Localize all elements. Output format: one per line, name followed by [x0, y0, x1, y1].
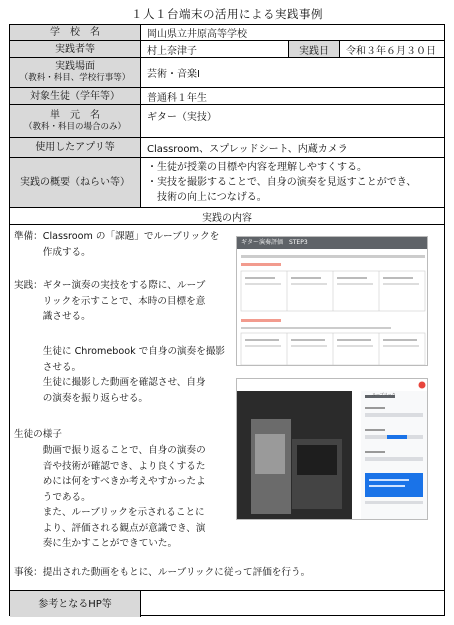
label-unit: [10, 105, 141, 137]
prep-text: [14, 229, 219, 260]
chromebook-line-2: させる。: [14, 361, 82, 373]
row-reference: [10, 591, 444, 617]
overview-line-3: 技術の向上につなげる。: [147, 192, 267, 203]
row-apps: [10, 138, 444, 158]
value-scene: 芸術・音楽Ⅰ: [147, 69, 200, 80]
value-overview: [147, 158, 416, 207]
practice-line-1: 実践：ギター演奏の実技をする際に、ルーブ: [14, 280, 206, 291]
label-overview: 実践の概要（ねらい等）: [10, 158, 141, 207]
row-scene: [10, 58, 444, 88]
row-unit: [10, 105, 444, 138]
students-line-7: 奏に生かすことができていた。: [14, 538, 178, 549]
value-school: 岡山県立井原高等学校: [147, 29, 247, 40]
label-scene: [10, 58, 141, 87]
chromebook-line-1: 生徒に Chromebook で自身の演奏を撮影: [14, 346, 226, 357]
students-text: [14, 443, 206, 552]
label-practitioner: 実践者等: [10, 41, 141, 57]
row-content-header: [10, 208, 444, 225]
value-reference: [141, 591, 147, 617]
students-line-4: うである。: [14, 491, 91, 503]
students-line-3: めには何をすべきか考えやすかったよ: [14, 476, 206, 487]
rubric-panel-title: ルーブリック: [372, 392, 396, 397]
rubric-screenshot: [236, 236, 428, 366]
row-target: [10, 88, 444, 105]
row-overview: [10, 158, 444, 208]
row-school: [10, 25, 444, 41]
rubric-title: ギター演奏評価 STEP3: [237, 237, 427, 249]
label-scene-sub: （教科・科目、学校行事等）: [19, 73, 131, 84]
row-practitioner: [10, 41, 444, 58]
value-practitioner: 村上奈津子: [147, 45, 197, 57]
value-date: 令和３年６月３０日: [346, 45, 436, 57]
value-apps: Classroom、スプレッドシート、内蔵カメラ: [147, 144, 348, 155]
label-unit-main: 単 元 名: [50, 109, 100, 121]
prep-line-2: 作成する。: [14, 246, 91, 258]
page-title: １人１台端末の活用による実践事例: [131, 7, 323, 21]
content-header: 実践の内容: [202, 212, 252, 224]
rubric-grid-image: [237, 249, 428, 366]
students-line-5: また、ルーブリックを示されることに: [14, 507, 205, 518]
value-unit: ギター（実技）: [147, 112, 217, 123]
video-review-image: [237, 379, 428, 520]
label-school: 学 校 名: [10, 25, 141, 40]
label-reference: 参考となるHP等: [10, 591, 141, 617]
students-heading: 生徒の様子: [14, 429, 62, 440]
label-unit-sub: （教科・科目の場合のみ）: [23, 121, 126, 132]
overview-line-2: ・実技を撮影することで、自身の演奏を見返すことができ、: [147, 177, 417, 188]
practice-line-2: リックを示すことで、本時の目標を意: [14, 295, 206, 307]
chromebook-line-4: の演奏を振り返らせる。: [14, 392, 149, 404]
practice-line-3: 識させる。: [14, 311, 91, 322]
value-target: 普通科１年生: [147, 92, 207, 104]
students-line-2: 音や技術が確認でき、より良くするた: [14, 460, 206, 472]
overview-line-1: ・生徒が授業の目標や内容を理解しやすくする。: [147, 162, 367, 173]
video-review-screenshot: [236, 378, 428, 520]
label-date: 実践日: [288, 41, 340, 57]
label-apps: 使用したアプリ等: [10, 138, 141, 157]
practice-text: [14, 278, 205, 325]
label-scene-main: 実践場面: [55, 61, 95, 73]
after-text: 事後：提出された動画をもとに、ルーブリックに従って評価を行う。: [14, 567, 311, 578]
chromebook-text: [14, 344, 225, 406]
prep-line-1: 準備：Classroom の「課題」でルーブリックを: [14, 231, 220, 242]
students-line-1: 動画で振り返ることで、自身の演奏の: [14, 445, 206, 456]
label-target: 対象生徒（学年等）: [10, 88, 141, 104]
students-line-6: より、評価される観点が意識でき、演: [14, 522, 206, 534]
chromebook-line-3: 生徒に撮影した動画を確認させ、自身: [14, 377, 206, 388]
